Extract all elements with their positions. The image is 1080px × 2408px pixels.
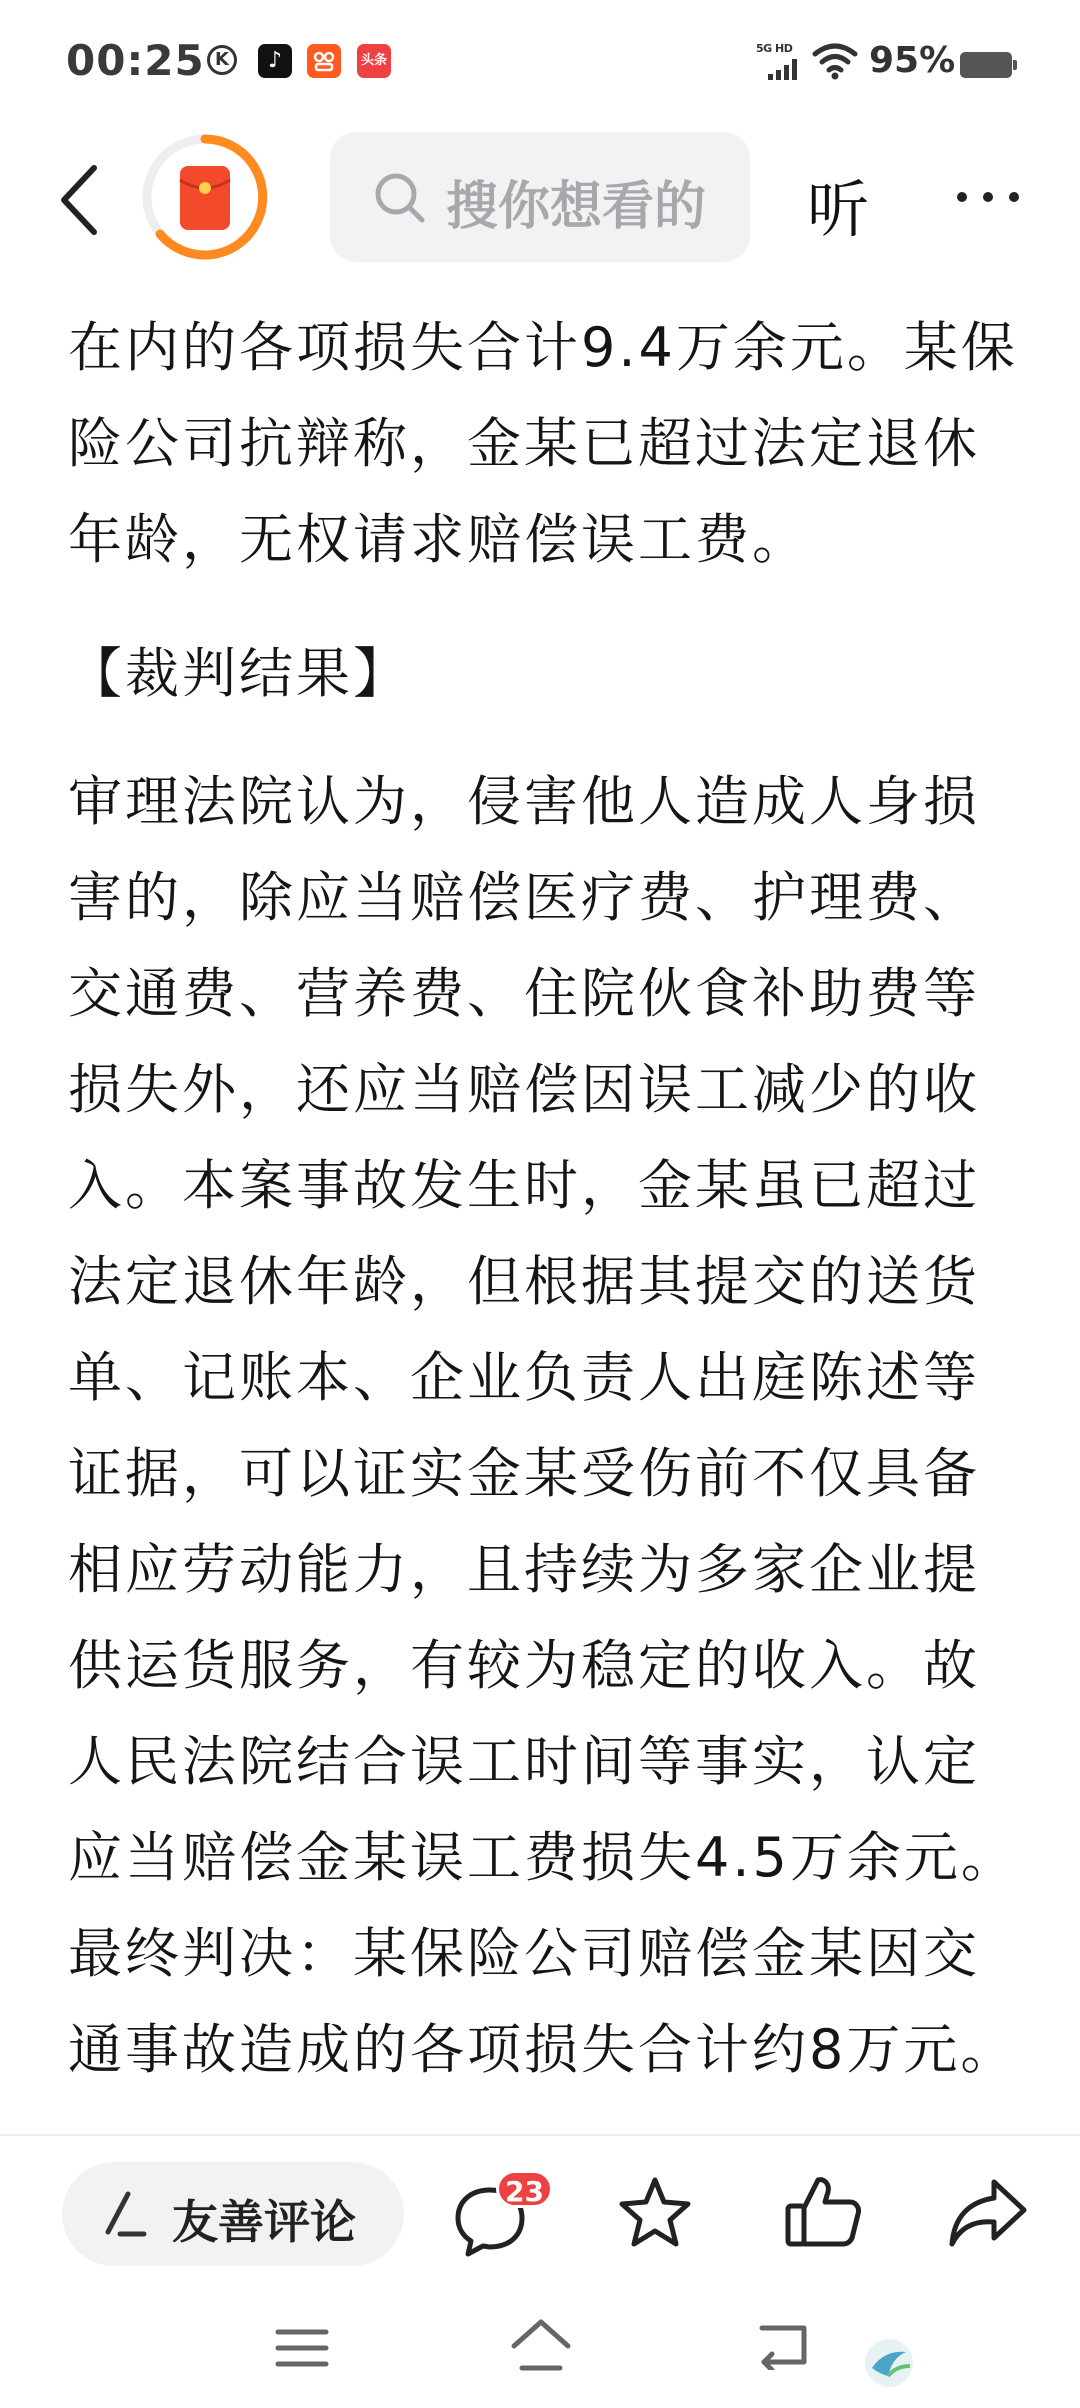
red-packet-icon[interactable] <box>138 130 272 264</box>
menu-icon[interactable] <box>274 2326 330 2370</box>
battery-percent: 95% <box>869 40 956 81</box>
pen-icon <box>98 2188 148 2240</box>
status-time: 00:25 <box>66 36 205 85</box>
comment-input-button[interactable] <box>62 2162 404 2266</box>
back-icon[interactable] <box>754 2320 812 2370</box>
search-icon <box>372 170 428 226</box>
toutiao-icon: 头条 <box>357 44 391 78</box>
network-label: 5G HD <box>756 42 793 55</box>
status-bar <box>0 0 1080 130</box>
article-paragraph: 审理法院认为，侵害他人造成人身损害的，除应当赔偿医疗费、护理费、交通费、营养费、住院伙食补助费等损失外，还应当赔偿因误工减少的收入。本案事故发生时，金某虽已超过法定退休年龄，但根据其提交的送货单、记账本、企业负责人出庭陈述等证据，可以证实金某受伤前不仅具备相应劳动能力，且持续为多家企业提供运货服务，有较为稳定的收入。故人民法院结合误工时间等事实，认定应当赔偿金某误工费损失4.5万余元。最终判决：某保险公司赔偿金某因交通事故造成的各项损失合计约8万元。 <box>68 770 1018 2081</box>
section-heading: 【裁判结果】 <box>68 642 410 705</box>
k-icon: K <box>207 45 237 75</box>
tiktok-icon: ♪ <box>258 44 292 78</box>
share-icon[interactable] <box>946 2174 1030 2250</box>
more-icon[interactable] <box>955 190 1021 204</box>
back-arrow-icon[interactable] <box>52 160 112 240</box>
comment-label: 友善评论 <box>172 2195 356 2249</box>
taobao-icon <box>307 44 341 78</box>
home-icon[interactable] <box>508 2316 574 2374</box>
search-placeholder: 搜你想看的 <box>446 177 707 237</box>
comment-count-badge: 23 <box>496 2170 553 2208</box>
article-body <box>68 300 1018 2098</box>
search-input[interactable] <box>330 132 750 262</box>
app-logo-icon <box>862 2336 916 2390</box>
battery-icon <box>960 52 1012 78</box>
wifi-icon <box>812 40 858 80</box>
divider <box>0 2134 1080 2136</box>
article-paragraph: 在内的各项损失合计9.4万余元。某保险公司抗辩称，金某已超过法定退休年龄，无权请求赔偿误工费。 <box>68 316 1018 571</box>
thumb-up-icon[interactable] <box>780 2170 864 2254</box>
listen-button[interactable]: 听 <box>807 173 870 246</box>
star-icon[interactable] <box>614 2172 696 2254</box>
signal-icon <box>756 44 802 80</box>
